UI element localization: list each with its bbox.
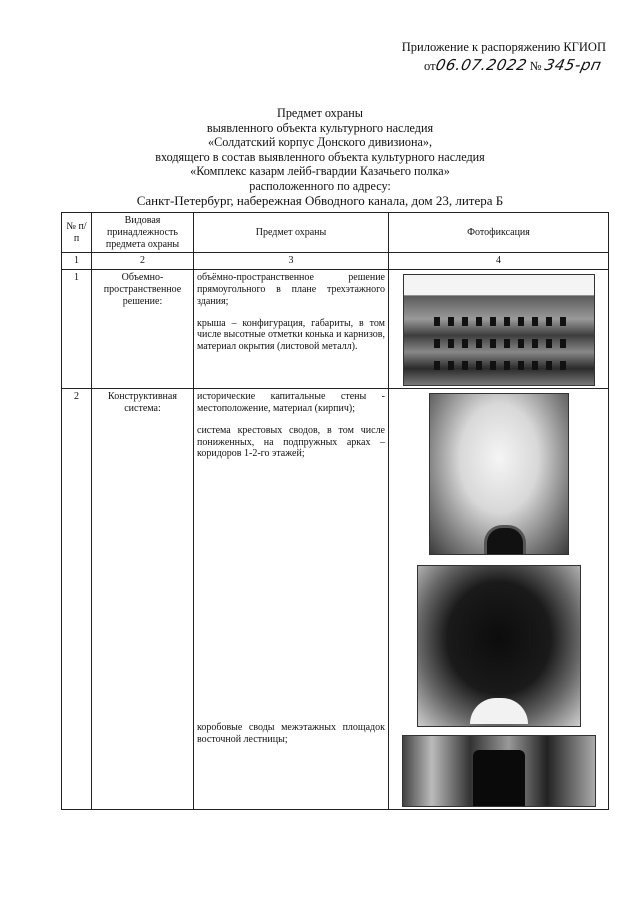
appendix-line: Приложение к распоряжению КГИОП [401, 40, 606, 54]
subject-item: исторические капитальные стены - местоположение, материал (кирпич); [197, 391, 385, 414]
row-photo [389, 270, 609, 389]
row-subject [194, 270, 389, 389]
header-photo: Фотофиксация [389, 213, 609, 253]
table-row [62, 270, 609, 389]
order-date: 06.07.2022 [433, 56, 529, 74]
header-num: № п/п [62, 213, 92, 253]
subject-item: объёмно-пространственное решение прямоугольного в плане трехэтажного здания; [197, 272, 385, 307]
col-number: 2 [92, 253, 194, 270]
col-number: 3 [194, 253, 389, 270]
building-facade-photo [403, 274, 595, 386]
col-number: 1 [62, 253, 92, 270]
title-line-2: выявленного объекта культурного наследия [206, 120, 434, 135]
col-number: 4 [389, 253, 609, 270]
title-line-4: входящего в состав выявленного объекта культурного наследия [155, 149, 485, 164]
table-row [62, 389, 609, 810]
row-subject [194, 389, 389, 810]
protection-subject-table [61, 212, 609, 810]
column-number-row [62, 253, 609, 270]
document-title [0, 106, 640, 208]
row-type: Конструктивная система: [92, 389, 194, 810]
row-number: 1 [62, 270, 92, 389]
address: Санкт-Петербург, набережная Обводного канала, дом 23, литера Б [136, 192, 504, 208]
subject-item: крыша – конфигурация, габариты, в том числе высотные отметки конька и карнизов, материал окрытия (листовой металл). [197, 317, 385, 353]
subject-item: коробовые своды межэтажных площадок восточной лестницы; [197, 722, 385, 745]
title-line-6: расположенного по адресу: [249, 178, 391, 193]
cross-vault-photo [429, 393, 569, 555]
subject-item: система крестовых сводов, в том числе пониженных, на подпружных арках – коридоров 1-2-го этажей; [197, 424, 385, 460]
row-photo [389, 389, 609, 810]
title-line-5: «Комплекс казарм лейб-гвардии Казачьего полка» [190, 164, 450, 179]
date-prefix: от [424, 59, 436, 73]
stair-vault-photo [402, 735, 596, 807]
title-line-1: Предмет охраны [277, 106, 363, 120]
header-type: Видовая принадлежность предмета охраны [92, 213, 194, 253]
number-label: № [529, 59, 542, 73]
row-type: Объемно-пространственное решение: [92, 270, 194, 389]
table-header-row [62, 213, 609, 253]
header-subject: Предмет охраны [194, 213, 389, 253]
row-number: 2 [62, 389, 92, 810]
order-reference [424, 56, 601, 74]
title-line-3: «Солдатский корпус Донского дивизиона», [207, 135, 433, 150]
order-number: 345-рп [542, 56, 603, 74]
corridor-vault-photo [417, 565, 581, 727]
